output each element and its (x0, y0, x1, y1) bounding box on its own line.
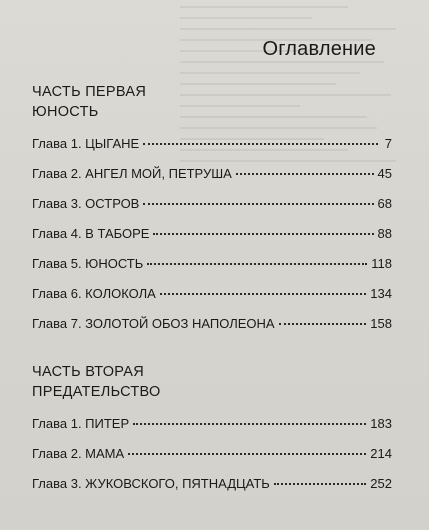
chapter-title: Глава 5. ЮНОСТЬ (32, 256, 144, 271)
page-number: 252 (370, 476, 392, 491)
chapter-title: Глава 3. ЖУКОВСКОГО, ПЯТНАДЦАТЬ (32, 476, 270, 491)
part-two-title-line2: ПРЕДАТЕЛЬСТВО (32, 384, 161, 400)
chapter-title: Глава 3. ОСТРОВ (32, 196, 140, 211)
toc-entry[interactable] (32, 476, 392, 506)
dot-leader (133, 423, 366, 425)
toc-entry[interactable] (32, 416, 392, 446)
part-one-title-line2: ЮНОСТЬ (32, 104, 99, 120)
dot-leader (160, 293, 366, 295)
part-two-title-line1: ЧАСТЬ ВТОРАЯ (32, 364, 145, 380)
page-number: 134 (370, 286, 392, 301)
dot-leader (128, 453, 366, 455)
page-number: 88 (377, 226, 392, 241)
dot-leader (236, 173, 374, 175)
page-number: 7 (384, 136, 392, 151)
page-number: 45 (377, 166, 392, 181)
chapter-title: Глава 4. В ТАБОРЕ (32, 226, 150, 241)
page-number: 214 (370, 446, 392, 461)
toc-entry[interactable] (32, 196, 392, 226)
chapter-title: Глава 2. АНГЕЛ МОЙ, ПЕТРУША (32, 166, 232, 181)
toc-entry[interactable] (32, 446, 392, 476)
part-one (32, 82, 392, 346)
chapter-title: Глава 1. ПИТЕР (32, 416, 130, 431)
dot-leader (143, 203, 373, 205)
toc-entry[interactable] (32, 256, 392, 286)
chapter-title: Глава 1. ЦЫГАНЕ (32, 136, 140, 151)
toc-entry[interactable] (32, 286, 392, 316)
page-number: 183 (370, 416, 392, 431)
dot-leader (147, 263, 367, 265)
part-two (32, 362, 392, 506)
toc-entry[interactable] (32, 136, 392, 166)
dot-leader (274, 483, 367, 485)
chapter-title: Глава 6. КОЛОКОЛА (32, 286, 156, 301)
page-number: 158 (370, 316, 392, 331)
page-number: 118 (371, 256, 392, 271)
dot-leader (279, 323, 367, 325)
toc-entry[interactable] (32, 166, 392, 196)
toc-entry[interactable] (32, 316, 392, 346)
part-one-title-line1: ЧАСТЬ ПЕРВАЯ (32, 84, 147, 100)
chapter-title: Глава 7. ЗОЛОТОЙ ОБОЗ НАПОЛЕОНА (32, 316, 275, 331)
toc-entry[interactable] (32, 226, 392, 256)
dot-leader (153, 233, 373, 235)
page-number: 68 (377, 196, 392, 211)
toc-heading: Оглавление (262, 38, 376, 60)
chapter-title: Глава 2. МАМА (32, 446, 125, 461)
dot-leader (143, 143, 378, 145)
